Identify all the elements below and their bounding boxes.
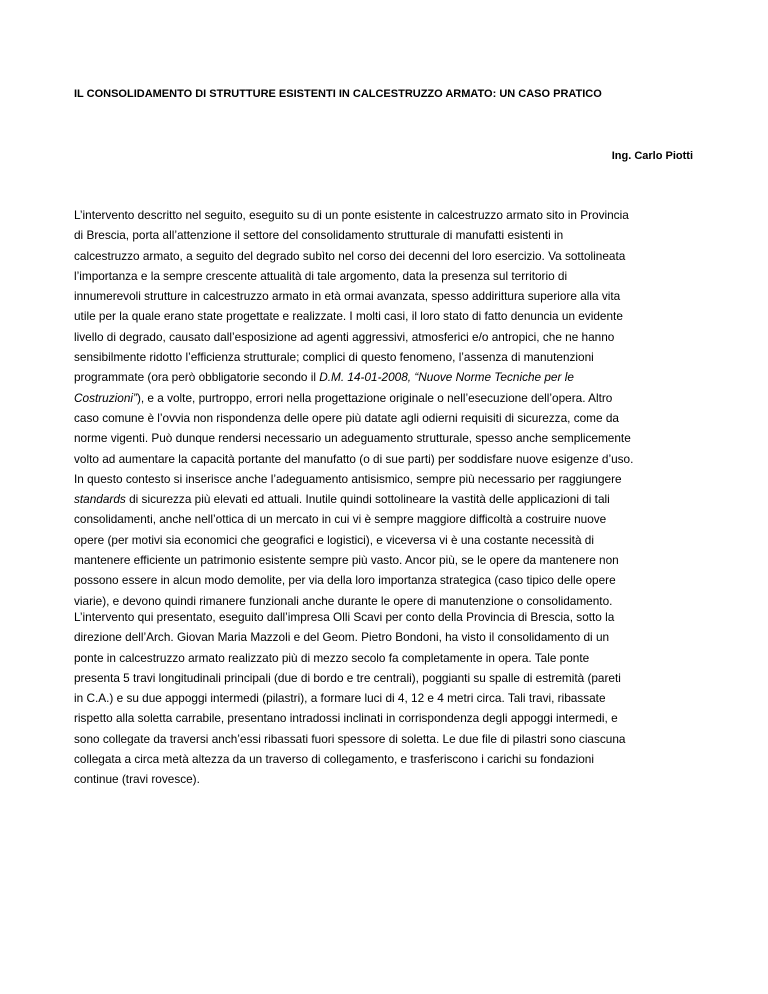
text-line: In questo contesto si inserisce anche l’adeguamento antisismico, sempre più necessario per raggiungere: [74, 471, 622, 486]
text-line: L’intervento qui presentato, eseguito dall’impresa Olli Scavi per conto della Provincia di Brescia, sotto la: [74, 610, 615, 624]
text-line: presenta 5 travi longitudinali principali (due di bordo e tre centrali), poggianti su spalle di estremità (pareti: [74, 670, 621, 685]
text-line: norme vigenti. Può dunque rendersi necessario un adeguamento strutturale, spesso anche semplicemente: [74, 431, 631, 446]
paragraph-intro: [74, 205, 698, 611]
text-segment: programmate (ora però obbligatorie secondo il: [74, 370, 320, 385]
document-title: IL CONSOLIDAMENTO DI STRUTTURE ESISTENTI IN CALCESTRUZZO ARMATO: UN CASO PRATICO: [74, 88, 602, 100]
text-line: innumerevoli strutture in calcestruzzo armato in età ormai avanzata, spesso addirittura superiore alla vita: [74, 289, 621, 304]
text-line: L’intervento descritto nel seguito, eseguito su di un ponte esistente in calcestruzzo armato sito in Provincia: [74, 208, 629, 222]
text-line: volto ad aumentare la capacità portante del manufatto (o di sue parti) per soddisfare nuove esigenze d’uso.: [74, 451, 634, 466]
text-line: rispetto alla soletta carrabile, presentano intradossi inclinati in corrispondenza degli appoggi intermedi, e: [74, 711, 618, 726]
text-segment: ), e a volte, purtroppo, errori nella progettazione originale o nell’esecuzione dell’opera. Altro: [136, 390, 613, 405]
text-line: continue (travi rovesce).: [74, 772, 200, 787]
text-line: collegata a circa metà altezza da un traverso di collegamento, e trasferiscono i carichi su fondazioni: [74, 752, 594, 767]
text-line: [74, 388, 698, 408]
text-line: [74, 489, 698, 509]
text-line: sono collegate da traversi anch’essi ribassati fuori spessore di soletta. Le due file di pilastri sono ciascuna: [74, 731, 626, 746]
text-line: in C.A.) e su due appoggi intermedi (pilastri), a formare luci di 4, 12 e 4 metri circa. Tali travi, ribassate: [74, 691, 606, 706]
text-line: opere (per motivi sia economici che geografici e logistici), e viceversa vi è una costante necessità di: [74, 532, 594, 547]
text-line: utile per la quale erano state progettate e realizzate. I molti casi, il loro stato di fatto denuncia un evidente: [74, 309, 623, 324]
regulation-reference: Costruzioni”: [74, 390, 137, 405]
text-line: sensibilmente ridotto l’efficienza strutturale; complici di questo fenomeno, l’assenza di manutenzioni: [74, 350, 594, 365]
text-line: viarie), e devono quindi rimanere funzionali anche durante le opere di manutenzione o consolidamento.: [74, 593, 613, 608]
text-line: caso comune è l’ovvia non rispondenza delle opere più datate agli odierni requisiti di sicurezza, come da: [74, 410, 619, 425]
text-line: l’importanza e la sempre crescente attualità di tale argomento, data la presenza sul territorio di: [74, 268, 568, 283]
document-author: Ing. Carlo Piotti: [611, 150, 693, 162]
text-line: mantenere efficiente un patrimonio esistente sempre più vasto. Ancor più, se le opere da mantenere non: [74, 553, 619, 568]
italic-term: standards: [74, 492, 126, 507]
text-line: consolidamenti, anche nell’ottica di un mercato in cui vi è sempre maggiore difficoltà a costruire nuove: [74, 512, 607, 527]
text-segment: di sicurezza più elevati ed attuali. Inutile quindi sottolineare la vastità delle applicazioni di tali: [125, 492, 610, 507]
text-line: calcestruzzo armato, a seguito del degrado subìto nel corso dei decenni del loro esercizio. Va sottolineata: [74, 248, 626, 263]
paragraph-project: [74, 607, 698, 790]
text-line: di Brescia, porta all’attenzione il settore del consolidamento strutturale di manufatti esistenti in: [74, 228, 564, 243]
text-line: direzione dell’Arch. Giovan Maria Mazzoli e del Geom. Pietro Bondoni, ha visto il consolidamento di un: [74, 630, 610, 645]
text-line: possono essere in alcun modo demolite, per via della loro importanza strategica (caso tipico delle opere: [74, 573, 616, 588]
text-line: ponte in calcestruzzo armato realizzato più di mezzo secolo fa completamente in opera. Tale ponte: [74, 650, 590, 665]
regulation-reference: D.M. 14-01-2008, “Nuove Norme Tecniche per le: [319, 370, 574, 385]
text-line: livello di degrado, causato dall’esposizione ad agenti aggressivi, atmosferici e/o antropici, che ne hanno: [74, 329, 615, 344]
text-line: [74, 367, 698, 387]
